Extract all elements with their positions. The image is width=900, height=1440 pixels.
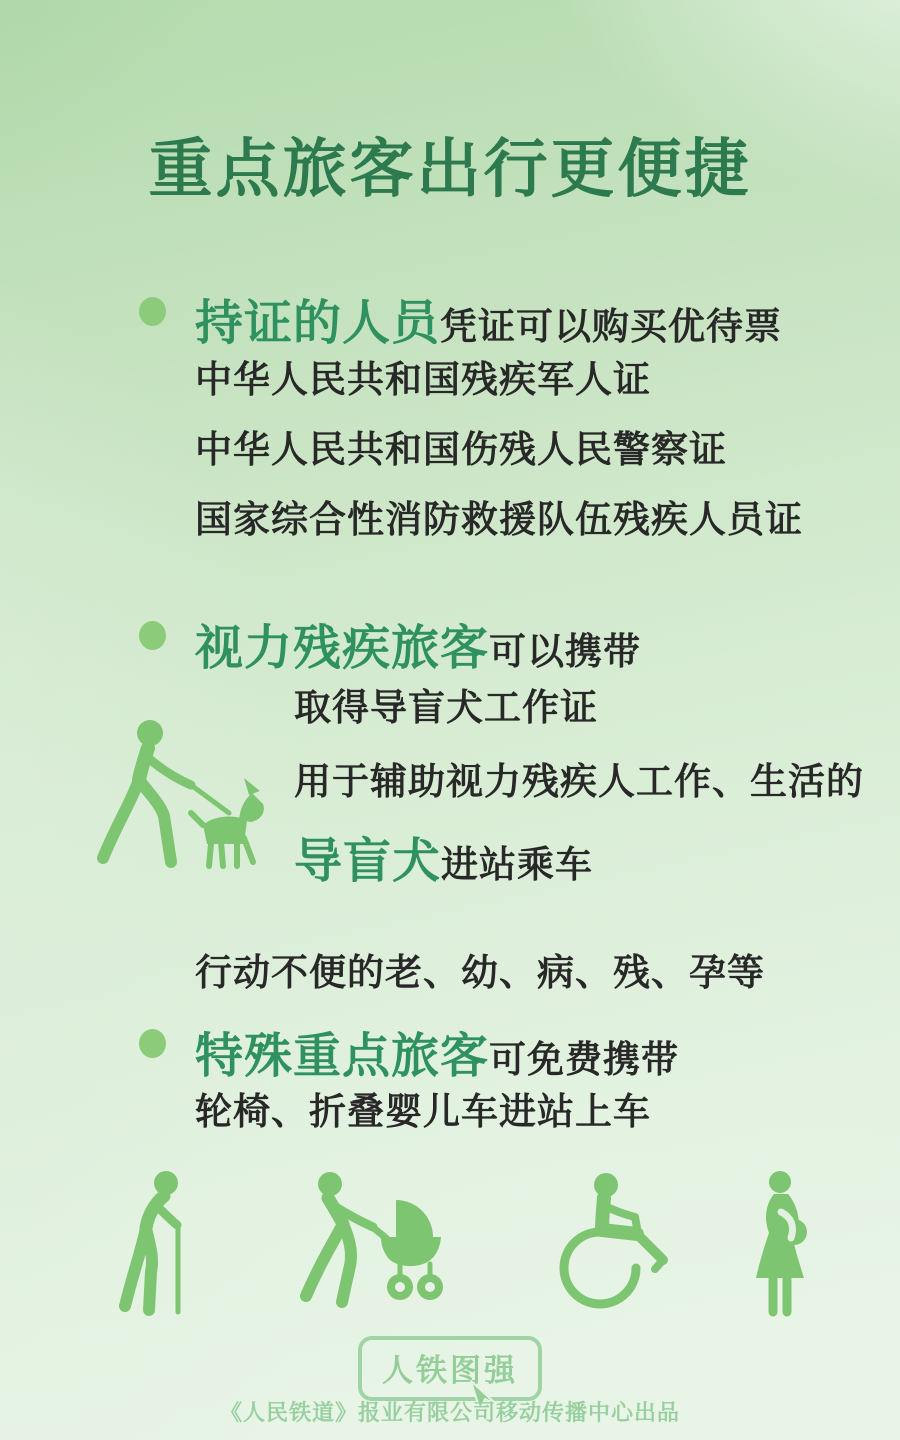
- section-heading-suffix: 凭证可以购买优待票: [440, 306, 783, 347]
- section-heading-suffix: 可免费携带: [489, 1039, 680, 1080]
- adult-pushing-stroller-icon: [282, 1168, 482, 1318]
- footer-credit: 《人民铁道》报业有限公司移动传播中心出品: [219, 1400, 680, 1425]
- wheelchair-user-icon: [542, 1170, 688, 1316]
- guide-dog-line: 用于辅助视力残疾人工作、生活的: [294, 761, 864, 802]
- section-heading-green: 特殊重点旅客: [195, 1030, 490, 1083]
- person-with-guide-dog-icon: [90, 716, 280, 876]
- section-heading-green: 视力残疾旅客: [195, 622, 490, 675]
- bullet-dot: [139, 1029, 166, 1058]
- elderly-with-cane-icon: [110, 1168, 206, 1318]
- brand-logo-text: 人铁图强: [382, 1353, 518, 1388]
- section-visually-impaired-heading: [195, 609, 641, 678]
- section-certified-heading: [195, 284, 782, 353]
- certificate-item: 中华人民共和国伤残人民警察证: [195, 429, 727, 470]
- pregnant-woman-icon: [740, 1168, 826, 1318]
- section-special-heading: [195, 1017, 679, 1086]
- section-heading-suffix: 可以携带: [489, 631, 642, 672]
- certificate-item: 国家综合性消防救援队伍残疾人员证: [195, 499, 803, 540]
- special-post-line: 轮椅、折叠婴儿车进站上车: [195, 1091, 651, 1132]
- special-pre-line: 行动不便的老、幼、病、残、孕等: [195, 952, 765, 993]
- certificate-item: 中华人民共和国残疾军人证: [195, 359, 651, 400]
- guide-dog-bold: 导盲犬: [294, 835, 442, 888]
- bullet-dot: [139, 297, 166, 326]
- brand-logo: [358, 1336, 542, 1401]
- guide-dog-rest: 进站乘车: [441, 844, 594, 885]
- page-title: 重点旅客出行更便捷: [148, 133, 752, 205]
- bullet-dot: [139, 621, 166, 650]
- guide-dog-bold-line: [294, 822, 593, 891]
- section-heading-green: 持证的人员: [195, 297, 441, 350]
- guide-dog-line: 取得导盲犬工作证: [294, 687, 598, 728]
